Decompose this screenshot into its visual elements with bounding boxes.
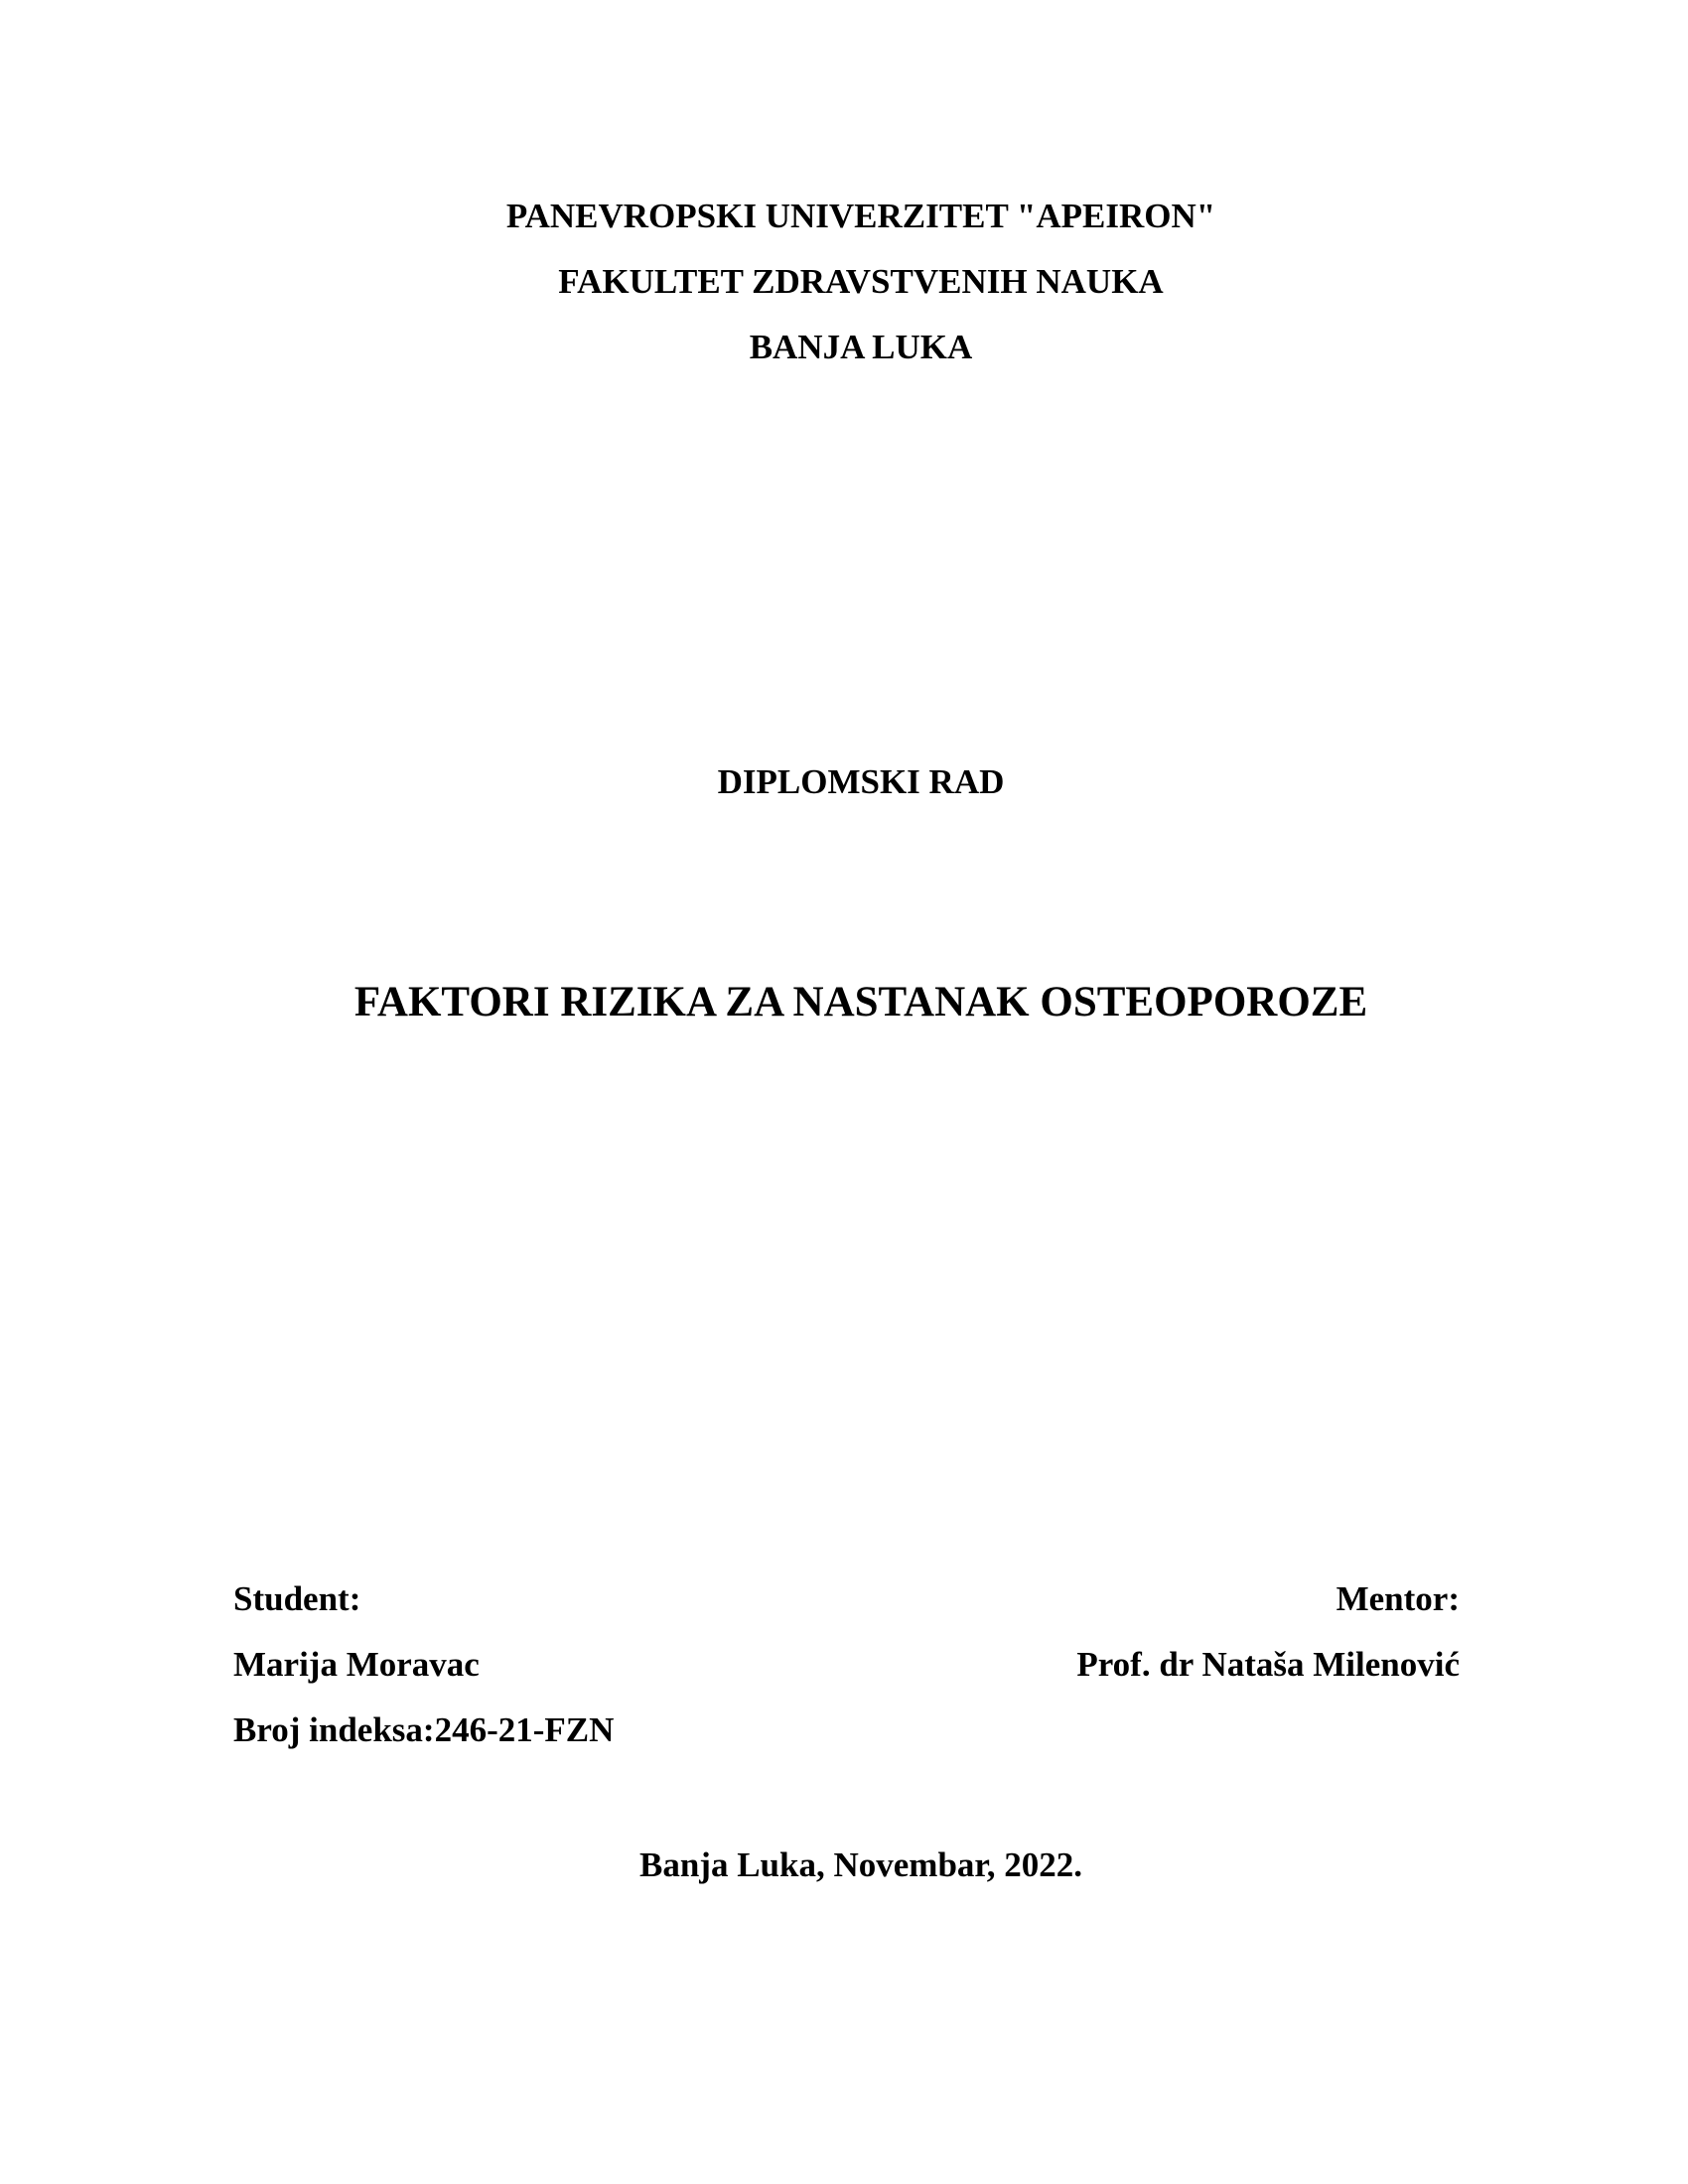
mentor-name: Prof. dr Nataša Milenović: [1076, 1645, 1460, 1684]
university-name: PANEVROPSKI UNIVERZITET "APEIRON": [505, 197, 1216, 235]
faculty-name: FAKULTET ZDRAVSTVENIH NAUKA: [558, 262, 1164, 301]
mentor-label: Mentor:: [1336, 1579, 1460, 1618]
city-name: BANJA LUKA: [749, 328, 973, 366]
document-type: DIPLOMSKI RAD: [717, 762, 1005, 801]
mentor-block: [1076, 1577, 1460, 1687]
student-name: Marija Moravac: [233, 1645, 480, 1684]
place-and-date: Banja Luka, Novembar, 2022.: [639, 1845, 1082, 1884]
student-label: Student:: [233, 1579, 361, 1618]
student-index: Broj indeksa:246-21-FZN: [233, 1710, 615, 1749]
thesis-title: FAKTORI RIZIKA ZA NASTANAK OSTEOPOROZE: [353, 979, 1368, 1025]
student-block: [233, 1577, 614, 1752]
